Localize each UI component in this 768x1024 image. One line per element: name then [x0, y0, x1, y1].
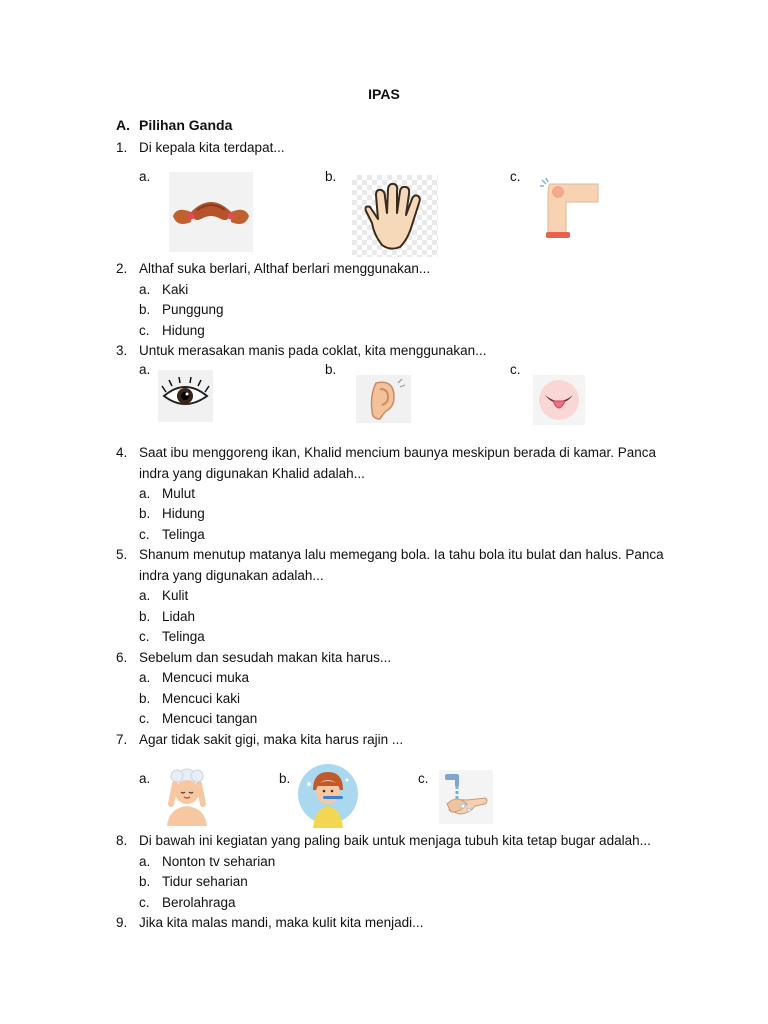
option-letter: a. — [139, 169, 151, 184]
question-9 — [116, 913, 686, 934]
question-5-option-c[interactable] — [139, 627, 205, 647]
question-2-option-b[interactable] — [139, 300, 224, 320]
option-text: Mencuci kaki — [162, 691, 241, 706]
question-number: 9. — [116, 915, 128, 930]
option-text: Berolahraga — [162, 895, 236, 910]
option-letter: c. — [139, 527, 150, 542]
question-number: 1. — [116, 140, 128, 155]
question-8-option-c[interactable] — [139, 893, 236, 913]
option-letter: c. — [510, 362, 521, 377]
question-4-option-a[interactable] — [139, 484, 195, 504]
question-number: 3. — [116, 343, 128, 358]
question-6 — [116, 648, 686, 669]
question-number: 4. — [116, 445, 128, 460]
option-letter: b. — [139, 609, 151, 624]
option-letter: a. — [139, 486, 151, 501]
option-text: Mencuci muka — [162, 670, 250, 685]
option-text: Tidur seharian — [162, 874, 248, 889]
question-3 — [116, 341, 686, 362]
option-letter: b. — [279, 771, 291, 786]
question-2-option-c[interactable] — [139, 321, 205, 341]
option-letter: c. — [510, 169, 521, 184]
question-2 — [116, 259, 686, 280]
question-text: Althaf suka berlari, Althaf berlari menggunakan... — [139, 261, 431, 276]
question-text: Agar tidak sakit gigi, maka kita harus rajin ... — [139, 732, 404, 747]
question-text: Saat ibu menggoreng ikan, Khalid mencium baunya meskipun berada di kamar. Panca indra yang digunakan Khalid adalah... — [139, 445, 657, 481]
option-text: Kaki — [162, 282, 189, 297]
question-number: 7. — [116, 732, 128, 747]
question-5-option-b[interactable] — [139, 607, 195, 627]
washing-hands-icon — [439, 770, 493, 824]
question-4 — [116, 443, 686, 484]
option-letter: a. — [139, 854, 151, 869]
option-letter: c. — [139, 711, 150, 726]
question-text: Shanum menutup matanya lalu memegang bola. Ia tahu bola itu bulat dan halus. Panca indra yang digunakan adalah... — [139, 547, 664, 583]
option-text: Nonton tv seharian — [162, 854, 276, 869]
question-text: Di kepala kita terdapat... — [139, 140, 285, 155]
question-5-option-a[interactable] — [139, 586, 188, 606]
question-text: Di bawah ini kegiatan yang paling baik untuk menjaga tubuh kita tetap bugar adalah... — [139, 833, 651, 848]
question-7 — [116, 730, 686, 751]
option-letter: a. — [139, 771, 151, 786]
question-text: Jika kita malas mandi, maka kulit kita menjadi... — [139, 915, 424, 930]
option-text: Mencuci tangan — [162, 711, 258, 726]
question-text: Sebelum dan sesudah makan kita harus... — [139, 650, 392, 665]
question-4-option-b[interactable] — [139, 504, 205, 524]
question-number: 8. — [116, 833, 128, 848]
question-text: Untuk merasakan manis pada coklat, kita menggunakan... — [139, 343, 487, 358]
knee-icon — [536, 174, 608, 246]
option-text: Telinga — [162, 629, 205, 644]
question-1 — [116, 138, 686, 159]
option-letter: a. — [139, 588, 151, 603]
question-8 — [116, 831, 686, 852]
question-8-option-b[interactable] — [139, 872, 248, 892]
option-letter: a. — [139, 282, 151, 297]
section-heading — [116, 117, 232, 133]
option-letter: a. — [139, 362, 151, 377]
option-text: Lidah — [162, 609, 196, 624]
option-text: Hidung — [162, 323, 205, 338]
question-number: 5. — [116, 547, 128, 562]
option-letter: b. — [139, 506, 151, 521]
question-number: 2. — [116, 261, 128, 276]
option-letter: b. — [139, 691, 151, 706]
option-letter: b. — [139, 302, 151, 317]
eye-icon — [158, 370, 213, 422]
section-letter: A. — [116, 117, 130, 133]
question-2-option-a[interactable] — [139, 280, 188, 300]
hand-icon — [352, 175, 438, 257]
option-text: Punggung — [162, 302, 224, 317]
option-letter: c. — [139, 323, 150, 338]
option-text: Mulut — [162, 486, 196, 501]
option-letter: b. — [325, 362, 337, 377]
child-washing-hair-icon — [153, 764, 221, 826]
question-8-option-a[interactable] — [139, 852, 275, 872]
option-letter: c. — [418, 771, 429, 786]
option-letter: c. — [139, 895, 150, 910]
option-letter: a. — [139, 670, 151, 685]
child-brushing-teeth-icon — [295, 764, 361, 828]
option-letter: c. — [139, 629, 150, 644]
ear-icon — [356, 375, 411, 423]
question-6-option-b[interactable] — [139, 689, 240, 709]
option-text: Telinga — [162, 527, 205, 542]
tongue-icon — [533, 375, 585, 425]
option-letter: b. — [139, 874, 151, 889]
question-number: 6. — [116, 650, 128, 665]
question-6-option-c[interactable] — [139, 709, 257, 729]
question-4-option-c[interactable] — [139, 525, 205, 545]
option-text: Kulit — [162, 588, 189, 603]
page-title: IPAS — [368, 86, 400, 102]
question-6-option-a[interactable] — [139, 668, 249, 688]
hair-pigtails-icon — [169, 172, 253, 252]
section-label: Pilihan Ganda — [139, 117, 233, 133]
option-letter: b. — [325, 169, 337, 184]
question-5 — [116, 545, 686, 586]
option-text: Hidung — [162, 506, 205, 521]
